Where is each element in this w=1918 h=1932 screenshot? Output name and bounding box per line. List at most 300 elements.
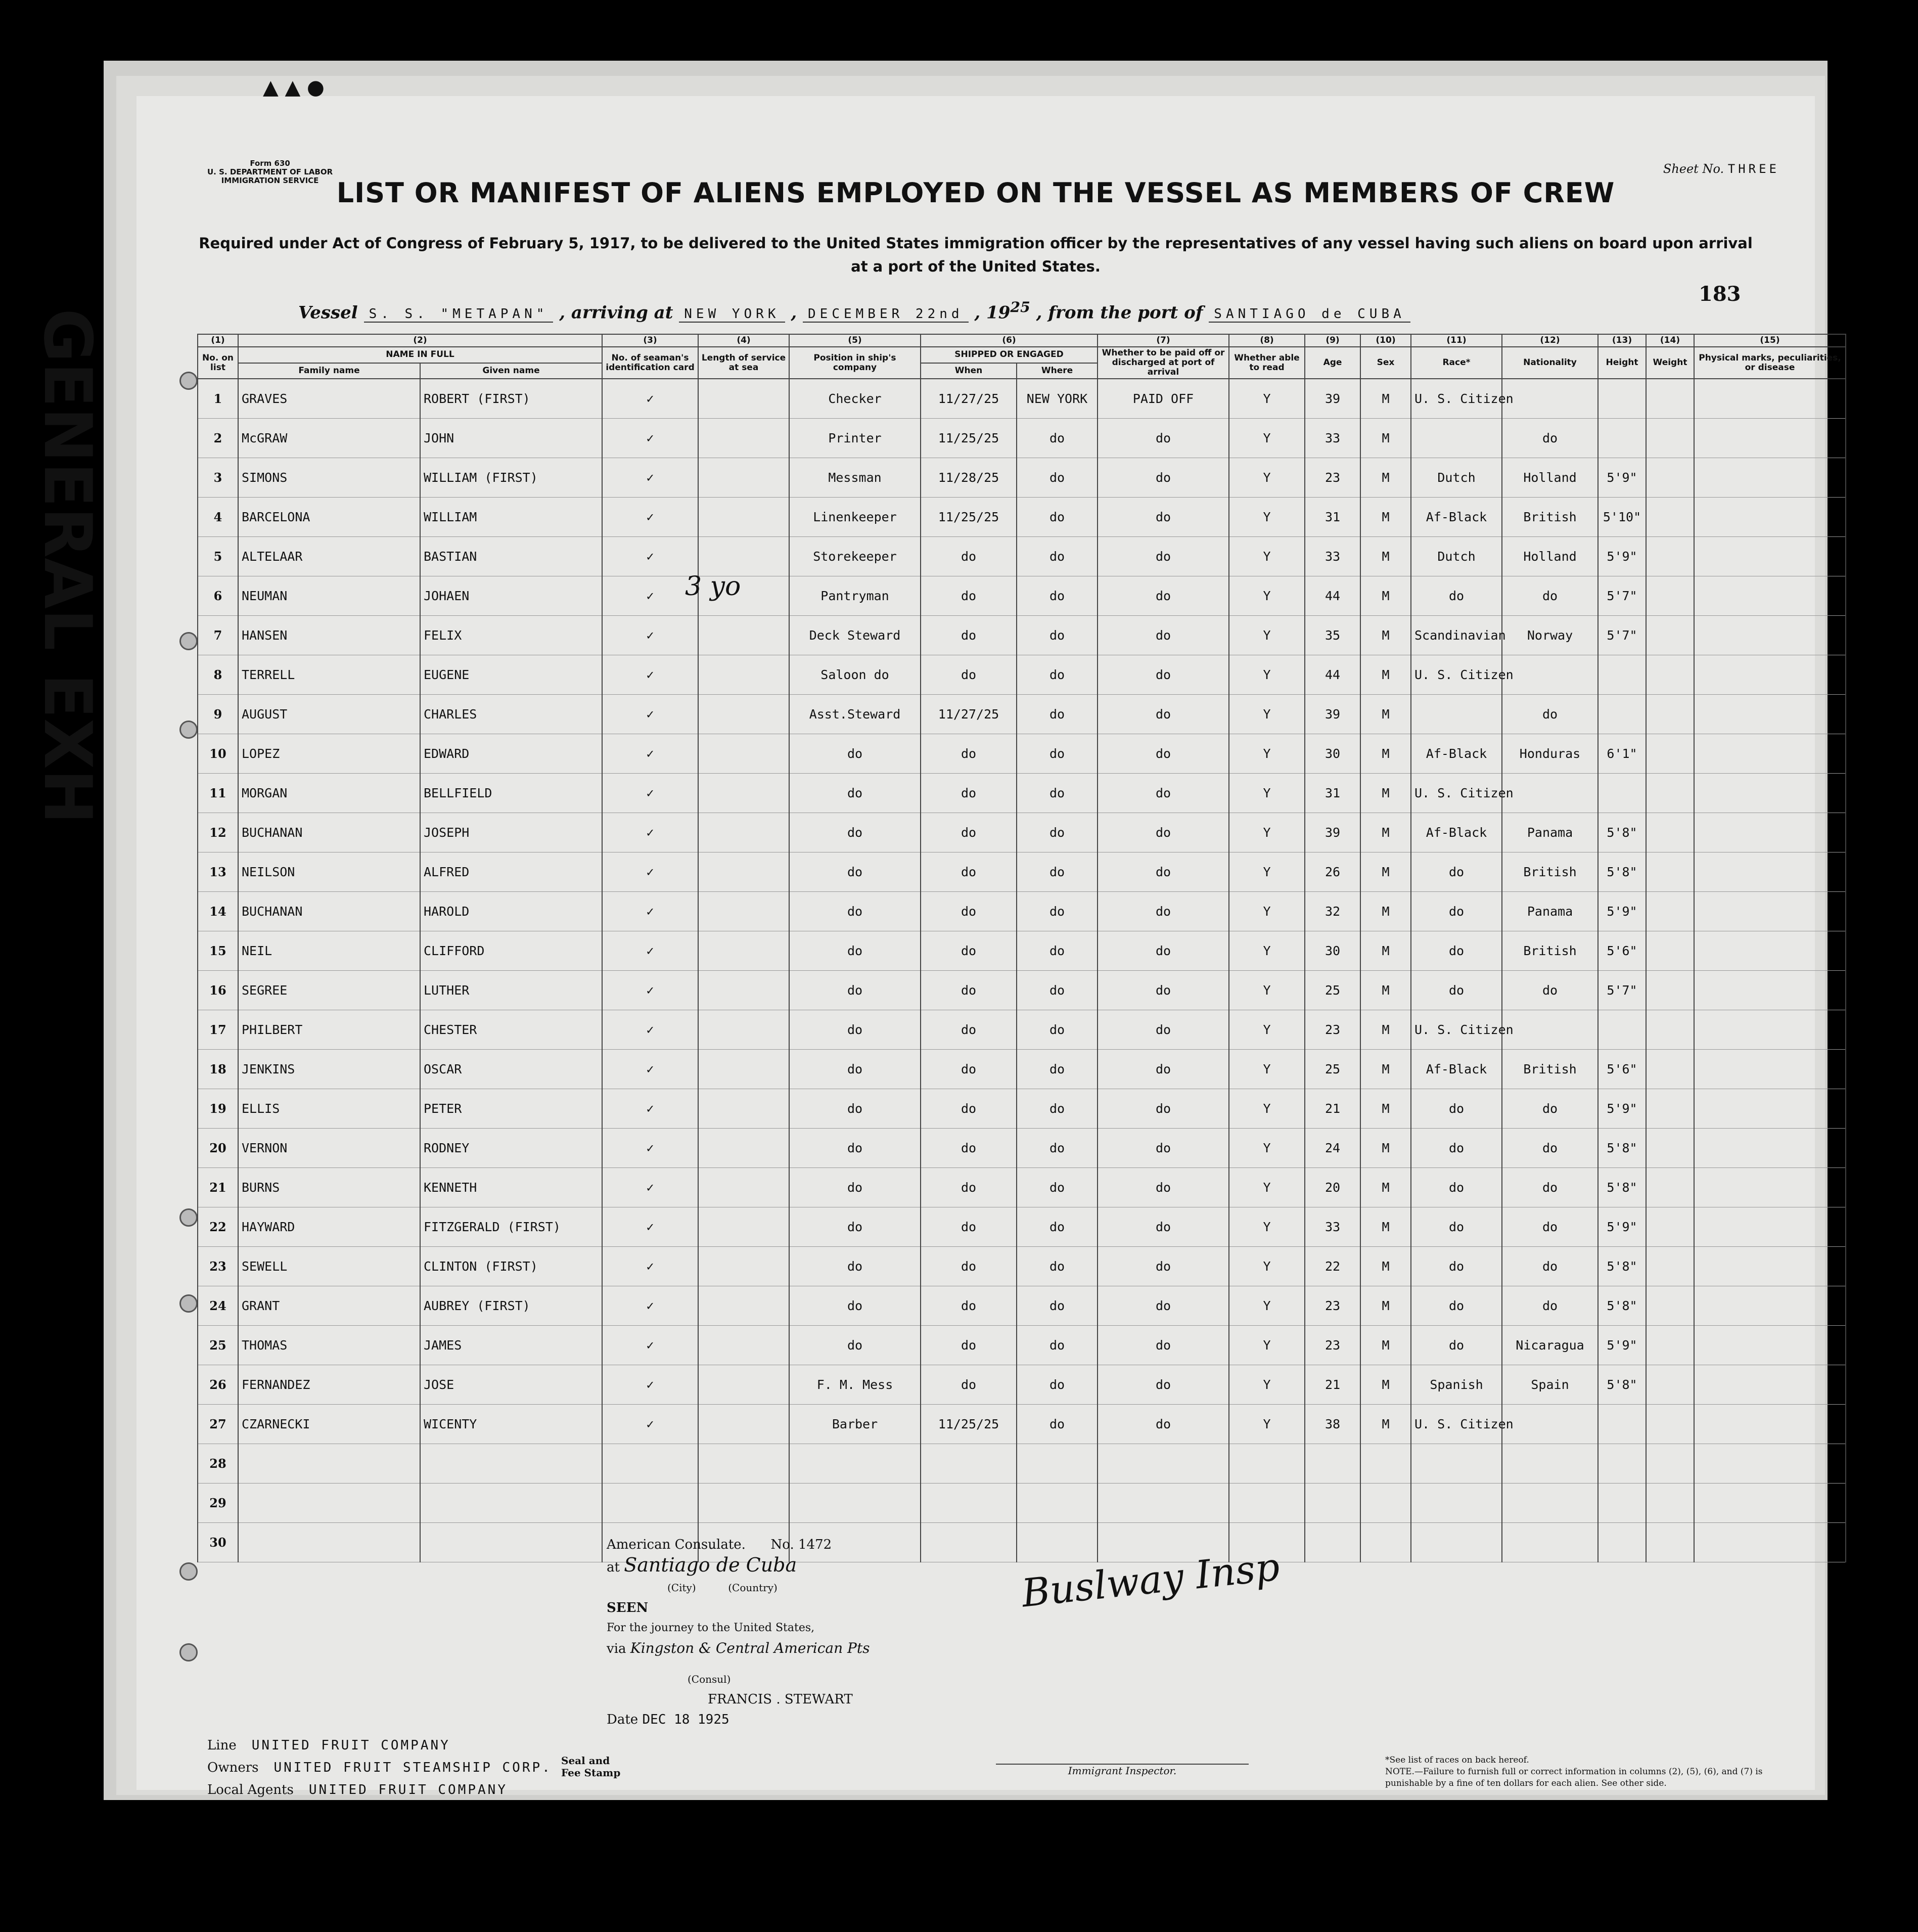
- able-to-read: Y: [1229, 1247, 1305, 1286]
- position: do: [789, 971, 921, 1010]
- position: [789, 1484, 921, 1523]
- length-service: [698, 1365, 789, 1405]
- given-name: WILLIAM: [420, 498, 602, 537]
- physical-marks: [1694, 1286, 1846, 1326]
- sex: M: [1360, 892, 1411, 931]
- position: do: [789, 1207, 921, 1247]
- height: 5'6": [1598, 1050, 1646, 1089]
- row-number: 21: [198, 1168, 238, 1207]
- seaman-card-check: ✓: [602, 379, 698, 419]
- height: [1598, 695, 1646, 734]
- nationality: British: [1502, 931, 1598, 971]
- shipped-when: [921, 1444, 1017, 1484]
- table-row: [198, 655, 1846, 695]
- table-row: [198, 458, 1846, 498]
- given-name: FELIX: [420, 616, 602, 655]
- consulate-city: Santiago de Cuba: [624, 1554, 797, 1576]
- length-service: [698, 1207, 789, 1247]
- height: [1598, 1444, 1646, 1484]
- position: Checker: [789, 379, 921, 419]
- age: 25: [1305, 1050, 1360, 1089]
- age: 21: [1305, 1365, 1360, 1405]
- seaman-card-check: ✓: [602, 1010, 698, 1050]
- column-number-row: [198, 334, 1846, 347]
- sex: M: [1360, 1010, 1411, 1050]
- seal-label: Seal and Fee Stamp: [561, 1755, 621, 1779]
- length-service: [698, 931, 789, 971]
- sex: M: [1360, 1286, 1411, 1326]
- race: Af-Black: [1411, 734, 1502, 774]
- position: Messman: [789, 458, 921, 498]
- shipped-where: do: [1017, 537, 1098, 576]
- family-name: SIMONS: [238, 458, 420, 498]
- given-name: AUBREY (FIRST): [420, 1286, 602, 1326]
- physical-marks: [1694, 1405, 1846, 1444]
- physical-marks: [1694, 892, 1846, 931]
- shipped-when: do: [921, 1207, 1017, 1247]
- race: do: [1411, 971, 1502, 1010]
- consulate-label: American Consulate.: [607, 1537, 746, 1552]
- paid-off: do: [1098, 419, 1229, 458]
- given-name: JOHAEN: [420, 576, 602, 616]
- sex: M: [1360, 1089, 1411, 1129]
- nationality: do: [1502, 1089, 1598, 1129]
- nationality: Spain: [1502, 1365, 1598, 1405]
- vessel-line: Vessel S. S. "METAPAN" , arriving at NEW YORK , DECEMBER 22nd , $19^{25}$ , from the port of SANTIAGO de CUBA: [298, 298, 1410, 323]
- row-number: 15: [198, 931, 238, 971]
- height: 5'7": [1598, 576, 1646, 616]
- family-name: ALTELAAR: [238, 537, 420, 576]
- able-to-read: Y: [1229, 1207, 1305, 1247]
- age: 23: [1305, 1286, 1360, 1326]
- position: do: [789, 1010, 921, 1050]
- shipped-where: do: [1017, 774, 1098, 813]
- handwritten-note: 3 yo: [685, 571, 741, 602]
- row-number: 20: [198, 1129, 238, 1168]
- family-name: NEUMAN: [238, 576, 420, 616]
- table-row: [198, 695, 1846, 734]
- header-no-on-list: No. on list: [198, 347, 238, 379]
- length-service: [698, 1444, 789, 1484]
- sex: M: [1360, 1050, 1411, 1089]
- physical-marks: [1694, 1168, 1846, 1207]
- sex: M: [1360, 1247, 1411, 1286]
- sheet-number-label: Sheet No.: [1663, 162, 1724, 176]
- paid-off: do: [1098, 931, 1229, 971]
- length-service: [698, 616, 789, 655]
- vessel-name: S. S. "METAPAN": [364, 306, 554, 323]
- arriving-port: NEW YORK: [679, 306, 785, 323]
- family-name: SEWELL: [238, 1247, 420, 1286]
- able-to-read: Y: [1229, 419, 1305, 458]
- year-suffix: 25: [1010, 298, 1030, 316]
- weight: [1646, 734, 1694, 774]
- paid-off: do: [1098, 1089, 1229, 1129]
- row-number: 18: [198, 1050, 238, 1089]
- shipped-where: [1017, 1484, 1098, 1523]
- side-stamp: GENERAL EXH: [29, 308, 106, 824]
- row-number: 3: [198, 458, 238, 498]
- weight: [1646, 1207, 1694, 1247]
- race: do: [1411, 852, 1502, 892]
- paid-off: do: [1098, 1326, 1229, 1365]
- shipped-when: 11/25/25: [921, 419, 1017, 458]
- nationality: do: [1502, 1207, 1598, 1247]
- age: 23: [1305, 458, 1360, 498]
- nationality: Honduras: [1502, 734, 1598, 774]
- col-number: (14): [1646, 334, 1694, 347]
- shipped-when: do: [921, 616, 1017, 655]
- header-length-service: Length of service at sea: [698, 347, 789, 379]
- shipped-where: do: [1017, 655, 1098, 695]
- paid-off: [1098, 1484, 1229, 1523]
- height: 5'7": [1598, 616, 1646, 655]
- position: Deck Steward: [789, 616, 921, 655]
- col-number: (13): [1598, 334, 1646, 347]
- arrival-date: DECEMBER 22nd: [803, 306, 969, 323]
- sex: M: [1360, 655, 1411, 695]
- position: Storekeeper: [789, 537, 921, 576]
- race: Af-Black: [1411, 498, 1502, 537]
- table-row: [198, 1444, 1846, 1484]
- length-service: [698, 852, 789, 892]
- height: [1598, 419, 1646, 458]
- age: 39: [1305, 695, 1360, 734]
- family-name: ELLIS: [238, 1089, 420, 1129]
- paid-off: do: [1098, 1207, 1229, 1247]
- shipped-when: do: [921, 1286, 1017, 1326]
- weight: [1646, 1089, 1694, 1129]
- given-name: CLINTON (FIRST): [420, 1247, 602, 1286]
- weight: [1646, 1444, 1694, 1484]
- sex: M: [1360, 1405, 1411, 1444]
- weight: [1646, 1129, 1694, 1168]
- family-name: BUCHANAN: [238, 813, 420, 852]
- weight: [1646, 892, 1694, 931]
- via-label: via: [607, 1641, 626, 1656]
- age: 23: [1305, 1326, 1360, 1365]
- inspector-signature: Buslway Insp: [1019, 1544, 1282, 1616]
- able-to-read: Y: [1229, 931, 1305, 971]
- header-nationality: Nationality: [1502, 347, 1598, 379]
- race: Af-Black: [1411, 813, 1502, 852]
- weight: [1646, 458, 1694, 498]
- sex: M: [1360, 931, 1411, 971]
- given-name: EUGENE: [420, 655, 602, 695]
- length-service: [698, 1010, 789, 1050]
- sex: M: [1360, 774, 1411, 813]
- seaman-card-check: ✓: [602, 1286, 698, 1326]
- col-number: (8): [1229, 334, 1305, 347]
- height: 5'9": [1598, 537, 1646, 576]
- family-name: GRAVES: [238, 379, 420, 419]
- shipped-where: do: [1017, 1168, 1098, 1207]
- given-name: CLIFFORD: [420, 931, 602, 971]
- position: do: [789, 734, 921, 774]
- table-row: [198, 1365, 1846, 1405]
- races-note: *See list of races on back hereof.: [1385, 1755, 1529, 1765]
- table-row: [198, 892, 1846, 931]
- seaman-card-check: [602, 1444, 698, 1484]
- shipped-where: do: [1017, 458, 1098, 498]
- height: 5'8": [1598, 1286, 1646, 1326]
- punch-hole: [179, 1562, 198, 1581]
- nationality: Norway: [1502, 616, 1598, 655]
- nationality: British: [1502, 852, 1598, 892]
- shipped-where: do: [1017, 1010, 1098, 1050]
- race: U. S. Citizen: [1411, 1010, 1502, 1050]
- seaman-card-check: ✓: [602, 1326, 698, 1365]
- race: Af-Black: [1411, 1050, 1502, 1089]
- vessel-label: Vessel: [298, 302, 358, 323]
- paid-off: do: [1098, 971, 1229, 1010]
- header-sex: Sex: [1360, 347, 1411, 379]
- height: 5'6": [1598, 931, 1646, 971]
- table-row: [198, 1129, 1846, 1168]
- shipped-where: do: [1017, 852, 1098, 892]
- row-number: 24: [198, 1286, 238, 1326]
- weight: [1646, 1247, 1694, 1286]
- shipped-when: do: [921, 734, 1017, 774]
- race: do: [1411, 576, 1502, 616]
- nationality: do: [1502, 971, 1598, 1010]
- col-number: (15): [1694, 334, 1846, 347]
- race: Spanish: [1411, 1365, 1502, 1405]
- shipped-where: do: [1017, 931, 1098, 971]
- seaman-card-check: ✓: [602, 655, 698, 695]
- nationality: do: [1502, 1286, 1598, 1326]
- height: [1598, 774, 1646, 813]
- family-name: VERNON: [238, 1129, 420, 1168]
- header-paid-off: Whether to be paid off or discharged at port of arrival: [1098, 347, 1229, 379]
- table-row: [198, 576, 1846, 616]
- height: 5'8": [1598, 1168, 1646, 1207]
- seaman-card-check: [602, 1484, 698, 1523]
- position: do: [789, 1089, 921, 1129]
- shipped-when: 11/25/25: [921, 1405, 1017, 1444]
- shipped-where: do: [1017, 1286, 1098, 1326]
- row-number: 17: [198, 1010, 238, 1050]
- weight: [1646, 1365, 1694, 1405]
- form-service: IMMIGRATION SERVICE: [221, 176, 319, 185]
- paid-off: do: [1098, 1247, 1229, 1286]
- height: [1598, 655, 1646, 695]
- shipped-where: do: [1017, 1050, 1098, 1089]
- physical-marks: [1694, 379, 1846, 419]
- shipped-when: do: [921, 892, 1017, 931]
- weight: [1646, 1484, 1694, 1523]
- able-to-read: Y: [1229, 734, 1305, 774]
- race: do: [1411, 931, 1502, 971]
- given-name: HAROLD: [420, 892, 602, 931]
- physical-marks: [1694, 1050, 1846, 1089]
- nationality: [1502, 1484, 1598, 1523]
- row-number: 14: [198, 892, 238, 931]
- table-row: [198, 774, 1846, 813]
- given-name: BASTIAN: [420, 537, 602, 576]
- age: 31: [1305, 498, 1360, 537]
- shipped-where: [1017, 1444, 1098, 1484]
- length-service: [698, 774, 789, 813]
- race: do: [1411, 1129, 1502, 1168]
- shipped-where: do: [1017, 419, 1098, 458]
- shipped-when: do: [921, 1326, 1017, 1365]
- from-port: SANTIAGO de CUBA: [1209, 306, 1410, 323]
- nationality: [1502, 1010, 1598, 1050]
- given-name: PETER: [420, 1089, 602, 1129]
- physical-marks: [1694, 1523, 1846, 1562]
- race: [1411, 1444, 1502, 1484]
- consul-name: FRANCIS . STEWART: [708, 1692, 853, 1707]
- length-service: [698, 537, 789, 576]
- sex: M: [1360, 537, 1411, 576]
- shipped-where: do: [1017, 1365, 1098, 1405]
- ink-marks: ▲ ▲ ●: [263, 76, 325, 99]
- age: 33: [1305, 1207, 1360, 1247]
- sex: M: [1360, 734, 1411, 774]
- row-number: 7: [198, 616, 238, 655]
- sex: M: [1360, 1207, 1411, 1247]
- table-row: [198, 1286, 1846, 1326]
- given-name: JOHN: [420, 419, 602, 458]
- seaman-card-check: ✓: [602, 576, 698, 616]
- nationality: Panama: [1502, 813, 1598, 852]
- col-number: (7): [1098, 334, 1229, 347]
- row-number: 27: [198, 1405, 238, 1444]
- age: 23: [1305, 1010, 1360, 1050]
- sex: M: [1360, 419, 1411, 458]
- paid-off: do: [1098, 813, 1229, 852]
- family-name: AUGUST: [238, 695, 420, 734]
- paid-off: do: [1098, 1168, 1229, 1207]
- punch-hole: [179, 632, 198, 650]
- row-number: 2: [198, 419, 238, 458]
- age: 20: [1305, 1168, 1360, 1207]
- given-name: CHARLES: [420, 695, 602, 734]
- shipped-where: do: [1017, 1129, 1098, 1168]
- length-service: [698, 813, 789, 852]
- shipped-when: do: [921, 774, 1017, 813]
- family-name: TERRELL: [238, 655, 420, 695]
- family-name: THOMAS: [238, 1326, 420, 1365]
- physical-marks: [1694, 616, 1846, 655]
- nationality: do: [1502, 1247, 1598, 1286]
- paid-off: do: [1098, 616, 1229, 655]
- given-name: FITZGERALD (FIRST): [420, 1207, 602, 1247]
- length-service: [698, 695, 789, 734]
- age: [1305, 1444, 1360, 1484]
- weight: [1646, 1168, 1694, 1207]
- header-age: Age: [1305, 347, 1360, 379]
- race: do: [1411, 1207, 1502, 1247]
- paid-off: do: [1098, 1365, 1229, 1405]
- header-given-name: Given name: [420, 363, 602, 379]
- paid-off: do: [1098, 695, 1229, 734]
- sex: M: [1360, 971, 1411, 1010]
- family-name: McGRAW: [238, 419, 420, 458]
- shipped-where: do: [1017, 1207, 1098, 1247]
- height: 5'8": [1598, 1247, 1646, 1286]
- family-name: BUCHANAN: [238, 892, 420, 931]
- shipped-when: [921, 1484, 1017, 1523]
- physical-marks: [1694, 419, 1846, 458]
- table-row: [198, 498, 1846, 537]
- weight: [1646, 576, 1694, 616]
- given-name: [420, 1444, 602, 1484]
- crew-rows: [198, 379, 1846, 1562]
- nationality: do: [1502, 419, 1598, 458]
- seaman-card-check: ✓: [602, 616, 698, 655]
- sex: M: [1360, 852, 1411, 892]
- table-row: [198, 813, 1846, 852]
- weight: [1646, 695, 1694, 734]
- sheet-number-value: THREE: [1727, 162, 1779, 176]
- seaman-card-check: ✓: [602, 971, 698, 1010]
- physical-marks: [1694, 1484, 1846, 1523]
- physical-marks: [1694, 576, 1846, 616]
- paid-off: do: [1098, 576, 1229, 616]
- height: 5'8": [1598, 1365, 1646, 1405]
- shipped-when: do: [921, 852, 1017, 892]
- position: do: [789, 892, 921, 931]
- seaman-card-check: ✓: [602, 498, 698, 537]
- position: Linenkeeper: [789, 498, 921, 537]
- length-service: [698, 1168, 789, 1207]
- header-where: Where: [1017, 363, 1098, 379]
- sex: M: [1360, 1168, 1411, 1207]
- nationality: do: [1502, 1168, 1598, 1207]
- shipped-where: do: [1017, 1247, 1098, 1286]
- row-number: 1: [198, 379, 238, 419]
- height: 5'8": [1598, 1129, 1646, 1168]
- height: [1598, 1010, 1646, 1050]
- height: 5'9": [1598, 1326, 1646, 1365]
- manifest-sheet: [29, 76, 1841, 1798]
- family-name: NEILSON: [238, 852, 420, 892]
- page-subtitle: Required under Act of Congress of February 5, 1917, to be delivered to the United States immigration officer by the representatives of any vessel having such aliens on board upon arrival at a port of the United States.: [199, 235, 1753, 275]
- seaman-card-check: ✓: [602, 734, 698, 774]
- nationality: British: [1502, 1050, 1598, 1089]
- col-number: (10): [1360, 334, 1411, 347]
- col-number: (11): [1411, 334, 1502, 347]
- weight: [1646, 498, 1694, 537]
- seaman-card-check: ✓: [602, 1247, 698, 1286]
- race: [1411, 1484, 1502, 1523]
- shipped-when: do: [921, 971, 1017, 1010]
- nationality: do: [1502, 1129, 1598, 1168]
- height: 6'1": [1598, 734, 1646, 774]
- col-number: (12): [1502, 334, 1598, 347]
- line-value: UNITED FRUIT COMPANY: [251, 1738, 450, 1753]
- height: 5'7": [1598, 971, 1646, 1010]
- position: do: [789, 1326, 921, 1365]
- row-number: 11: [198, 774, 238, 813]
- arriving-label: , arriving at: [559, 302, 673, 323]
- length-service: [698, 1286, 789, 1326]
- paid-off: do: [1098, 1405, 1229, 1444]
- shipped-where: do: [1017, 695, 1098, 734]
- given-name: BELLFIELD: [420, 774, 602, 813]
- table-row: [198, 931, 1846, 971]
- table-row: [198, 1050, 1846, 1089]
- given-name: KENNETH: [420, 1168, 602, 1207]
- row-number: 6: [198, 576, 238, 616]
- agents-value: UNITED FRUIT COMPANY: [308, 1782, 508, 1798]
- able-to-read: Y: [1229, 498, 1305, 537]
- shipped-where: do: [1017, 1326, 1098, 1365]
- sex: M: [1360, 813, 1411, 852]
- position: do: [789, 931, 921, 971]
